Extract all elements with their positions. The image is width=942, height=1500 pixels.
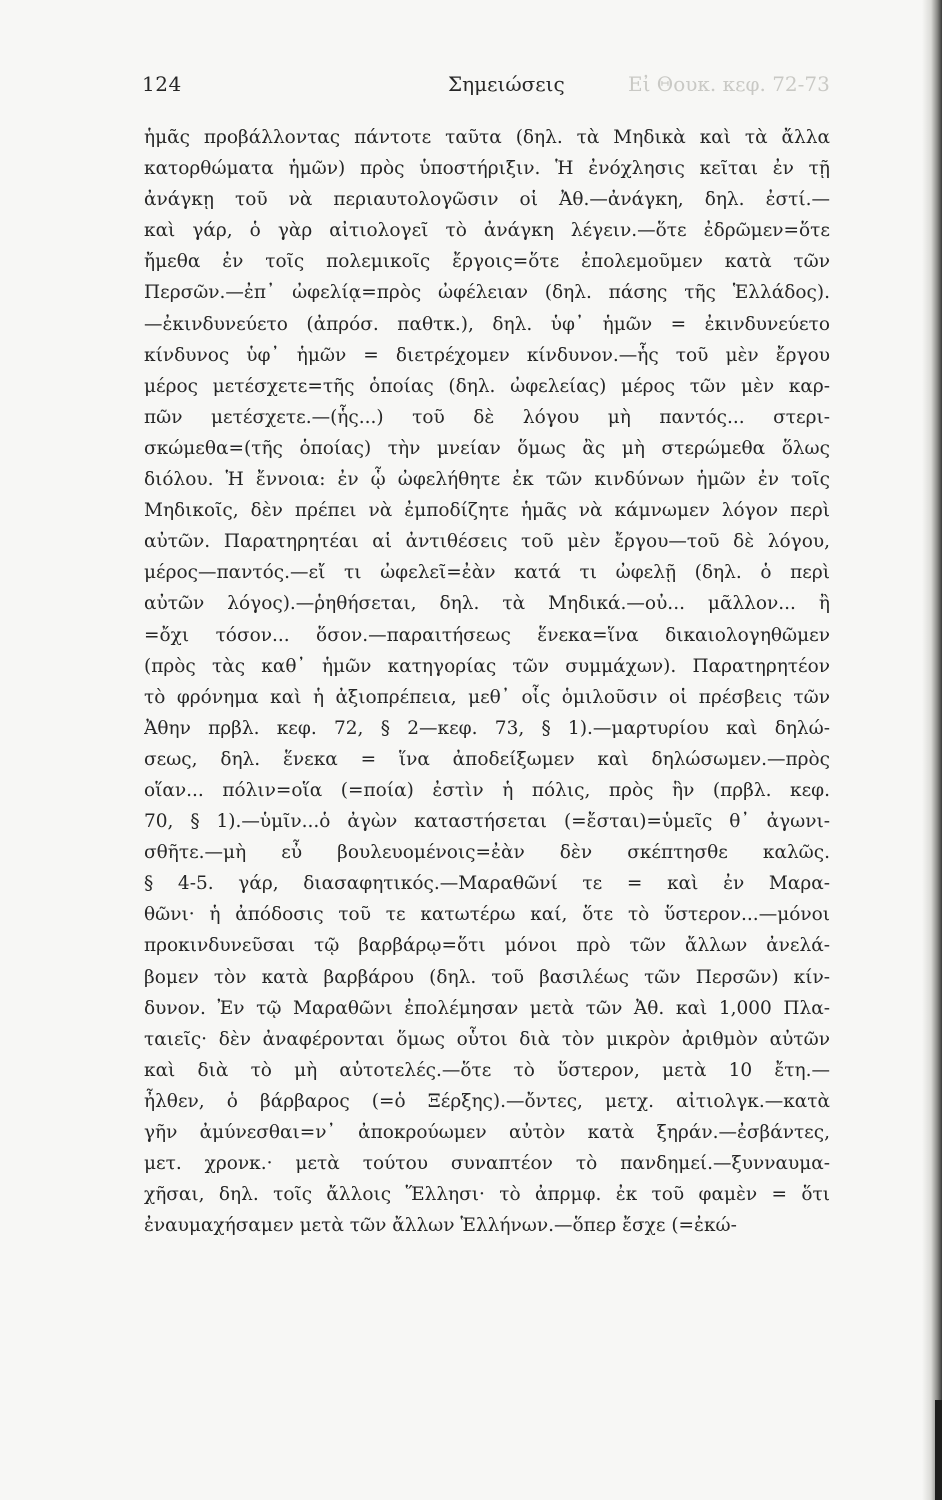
text-line: ἀνάγκῃ τοῦ νὰ περιαυτολογῶσιν οἱ Ἀθ.—ἀνάγκη, δηλ. ἐστί.— xyxy=(144,189,830,211)
text-line: κίνδυνος ὑφ᾽ ἡμῶν = διετρέχομεν κίνδυνον.—ἧς τοῦ μὲν ἔργου xyxy=(144,344,830,366)
text-line: ἦλθεν, ὁ βάρβαρος (=ὁ Ξέρξης).—ὄντες, μετχ. αἰτιολγκ.—κατὰ xyxy=(144,1090,830,1112)
text-line: γῆν ἀμύνεσθαι=ν᾽ ἀποκρούωμεν αὐτὸν κατὰ ξηράν.—ἐσβάντες, xyxy=(144,1122,830,1143)
text-line: μέρος—παντός.—εἴ τι ὠφελεῖ=ἐὰν κατά τι ὠφελῇ (δηλ. ὁ περὶ xyxy=(144,562,830,584)
text-line: ἐναυμαχήσαμεν μετὰ τῶν ἄλλων Ἑλλήνων.—ὅπερ ἔσχε (=ἐκώ- xyxy=(144,1215,737,1237)
text-line: δυνον. Ἐν τῷ Μαραθῶνι ἐπολέμησαν μετὰ τῶν Ἀθ. καὶ 1,000 Πλα- xyxy=(144,997,830,1019)
page-edge-dark-corner xyxy=(935,1400,942,1500)
body-text xyxy=(144,122,830,1241)
text-line: Μηδικοῖς, δὲν πρέπει νὰ ἐμποδίζητε ἡμᾶς νὰ κάμνωμεν λόγον περὶ xyxy=(144,500,830,522)
text-line: ἤμεθα ἐν τοῖς πολεμικοῖς ἔργοις=ὅτε ἐπολεμοῦμεν κατὰ τῶν xyxy=(144,251,830,273)
page-header xyxy=(136,72,836,104)
text-line: —ἐκινδυνεύετο (ἀπρόσ. παθτκ.), δηλ. ὑφ᾽ ἡμῶν = ἐκινδυνεύετο xyxy=(144,313,830,335)
text-line: § 4-5. γάρ, διασαφητικός.—Μαραθῶνί τε = καὶ ἐν Μαρα- xyxy=(144,873,830,895)
text-line: πῶν μετέσχετε.—(ἧς...) τοῦ δὲ λόγου μὴ παντός... στερι- xyxy=(144,406,830,428)
page-number: 124 xyxy=(142,72,182,96)
text-line: οἵαν... πόλιν=οἵα (=ποία) ἐστὶν ἡ πόλις, πρὸς ἣν (πρβλ. κεφ. xyxy=(144,779,830,801)
text-line: σκώμεθα=(τῆς ὁποίας) τὴν μνείαν ὅμως ἂς μὴ στερώμεθα ὅλως xyxy=(144,437,830,459)
page-edge-shadow xyxy=(922,0,942,1500)
text-line: καὶ γάρ, ὁ γὰρ αἰτιολογεῖ τὸ ἀνάγκη λέγειν.—ὅτε ἐδρῶμεν=ὅτε xyxy=(144,220,830,242)
text-line: μετ. χρονκ.· μετὰ τούτου συναπτέον τὸ πανδημεί.—ξυνναυμα- xyxy=(144,1153,830,1175)
text-line: διόλου. Ἡ ἔννοια: ἐν ᾧ ὠφελήθητε ἐκ τῶν κινδύνων ἡμῶν ἐν τοῖς xyxy=(144,469,830,491)
text-line: σθῆτε.—μὴ εὖ βουλευομένοις=ἐὰν δὲν σκέπτησθε καλῶς. xyxy=(144,842,830,864)
text-line: Περσῶν.—ἐπ᾽ ὠφελίᾳ=πρὸς ὠφέλειαν (δηλ. πάσης τῆς Ἑλλάδος). xyxy=(144,282,830,304)
text-line: (πρὸς τὰς καθ᾽ ἡμῶν κατηγορίας τῶν συμμάχων). Παρατηρητέον xyxy=(144,655,830,677)
running-head: Σημειώσεις xyxy=(448,72,565,96)
text-line: κατορθώματα ἡμῶν) πρὸς ὑποστήριξιν. Ἡ ἐνόχλησις κεῖται ἐν τῇ xyxy=(144,158,830,180)
text-line: 70, § 1).—ὑμῖν...ὁ ἀγὼν καταστήσεται (=ἔσται)=ὑμεῖς θ᾽ ἀγωνι- xyxy=(144,811,830,833)
text-line: σεως, δηλ. ἕνεκα = ἵνα ἀποδείξωμεν καὶ δηλώσωμεν.—πρὸς xyxy=(144,748,830,770)
text-line: χῆσαι, δηλ. τοῖς ἄλλοις Ἕλλησι· τὸ ἀπρμφ. ἐκ τοῦ φαμὲν = ὅτι xyxy=(144,1184,830,1206)
text-line: ἡμᾶς προβάλλοντας πάντοτε ταῦτα (δηλ. τὰ Μηδικὰ καὶ τὰ ἄλλα xyxy=(144,127,830,148)
text-line: καὶ διὰ τὸ μὴ αὐτοτελές.—ὅτε τὸ ὕστερον, μετὰ 10 ἔτη.— xyxy=(144,1059,830,1081)
text-line: βομεν τὸν κατὰ βαρβάρου (δηλ. τοῦ βασιλέως τῶν Περσῶν) κίν- xyxy=(144,966,830,988)
text-line: Ἀθην πρβλ. κεφ. 72, § 2—κεφ. 73, § 1).—μαρτυρίου καὶ δηλώ- xyxy=(144,717,830,739)
bleed-through-heading: Εἰ Θουκ. κεφ. 72-73 xyxy=(628,72,830,96)
text-line: τὸ φρόνημα καὶ ἡ ἀξιοπρέπεια, μεθ᾽ οἷς ὁμιλοῦσιν οἱ πρέσβεις τῶν xyxy=(144,686,830,708)
text-line: αὐτῶν. Παρατηρητέαι αἱ ἀντιθέσεις τοῦ μὲν ἔργου—τοῦ δὲ λόγου, xyxy=(144,531,830,553)
text-line: μέρος μετέσχετε=τῆς ὁποίας (δηλ. ὠφελείας) μέρος τῶν μὲν καρ- xyxy=(144,375,830,397)
text-line: ταιεῖς· δὲν ἀναφέρονται ὅμως οὗτοι διὰ τὸν μικρὸν ἀριθμὸν αὐτῶν xyxy=(144,1028,830,1050)
text-line: προκινδυνεῦσαι τῷ βαρβάρῳ=ὅτι μόνοι πρὸ τῶν ἄλλων ἀνελά- xyxy=(144,935,830,957)
text-line: =ὄχι τόσον... ὅσον.—παραιτήσεως ἕνεκα=ἵνα δικαιολογηθῶμεν xyxy=(144,624,830,646)
text-line: θῶνι· ἡ ἀπόδοσις τοῦ τε κατωτέρω καί, ὅτε τὸ ὕστερον...—μόνοι xyxy=(144,904,830,926)
text-line: αὐτῶν λόγος).—ῥηθήσεται, δηλ. τὰ Μηδικά.—οὐ... μᾶλλον... ἢ xyxy=(144,593,830,615)
